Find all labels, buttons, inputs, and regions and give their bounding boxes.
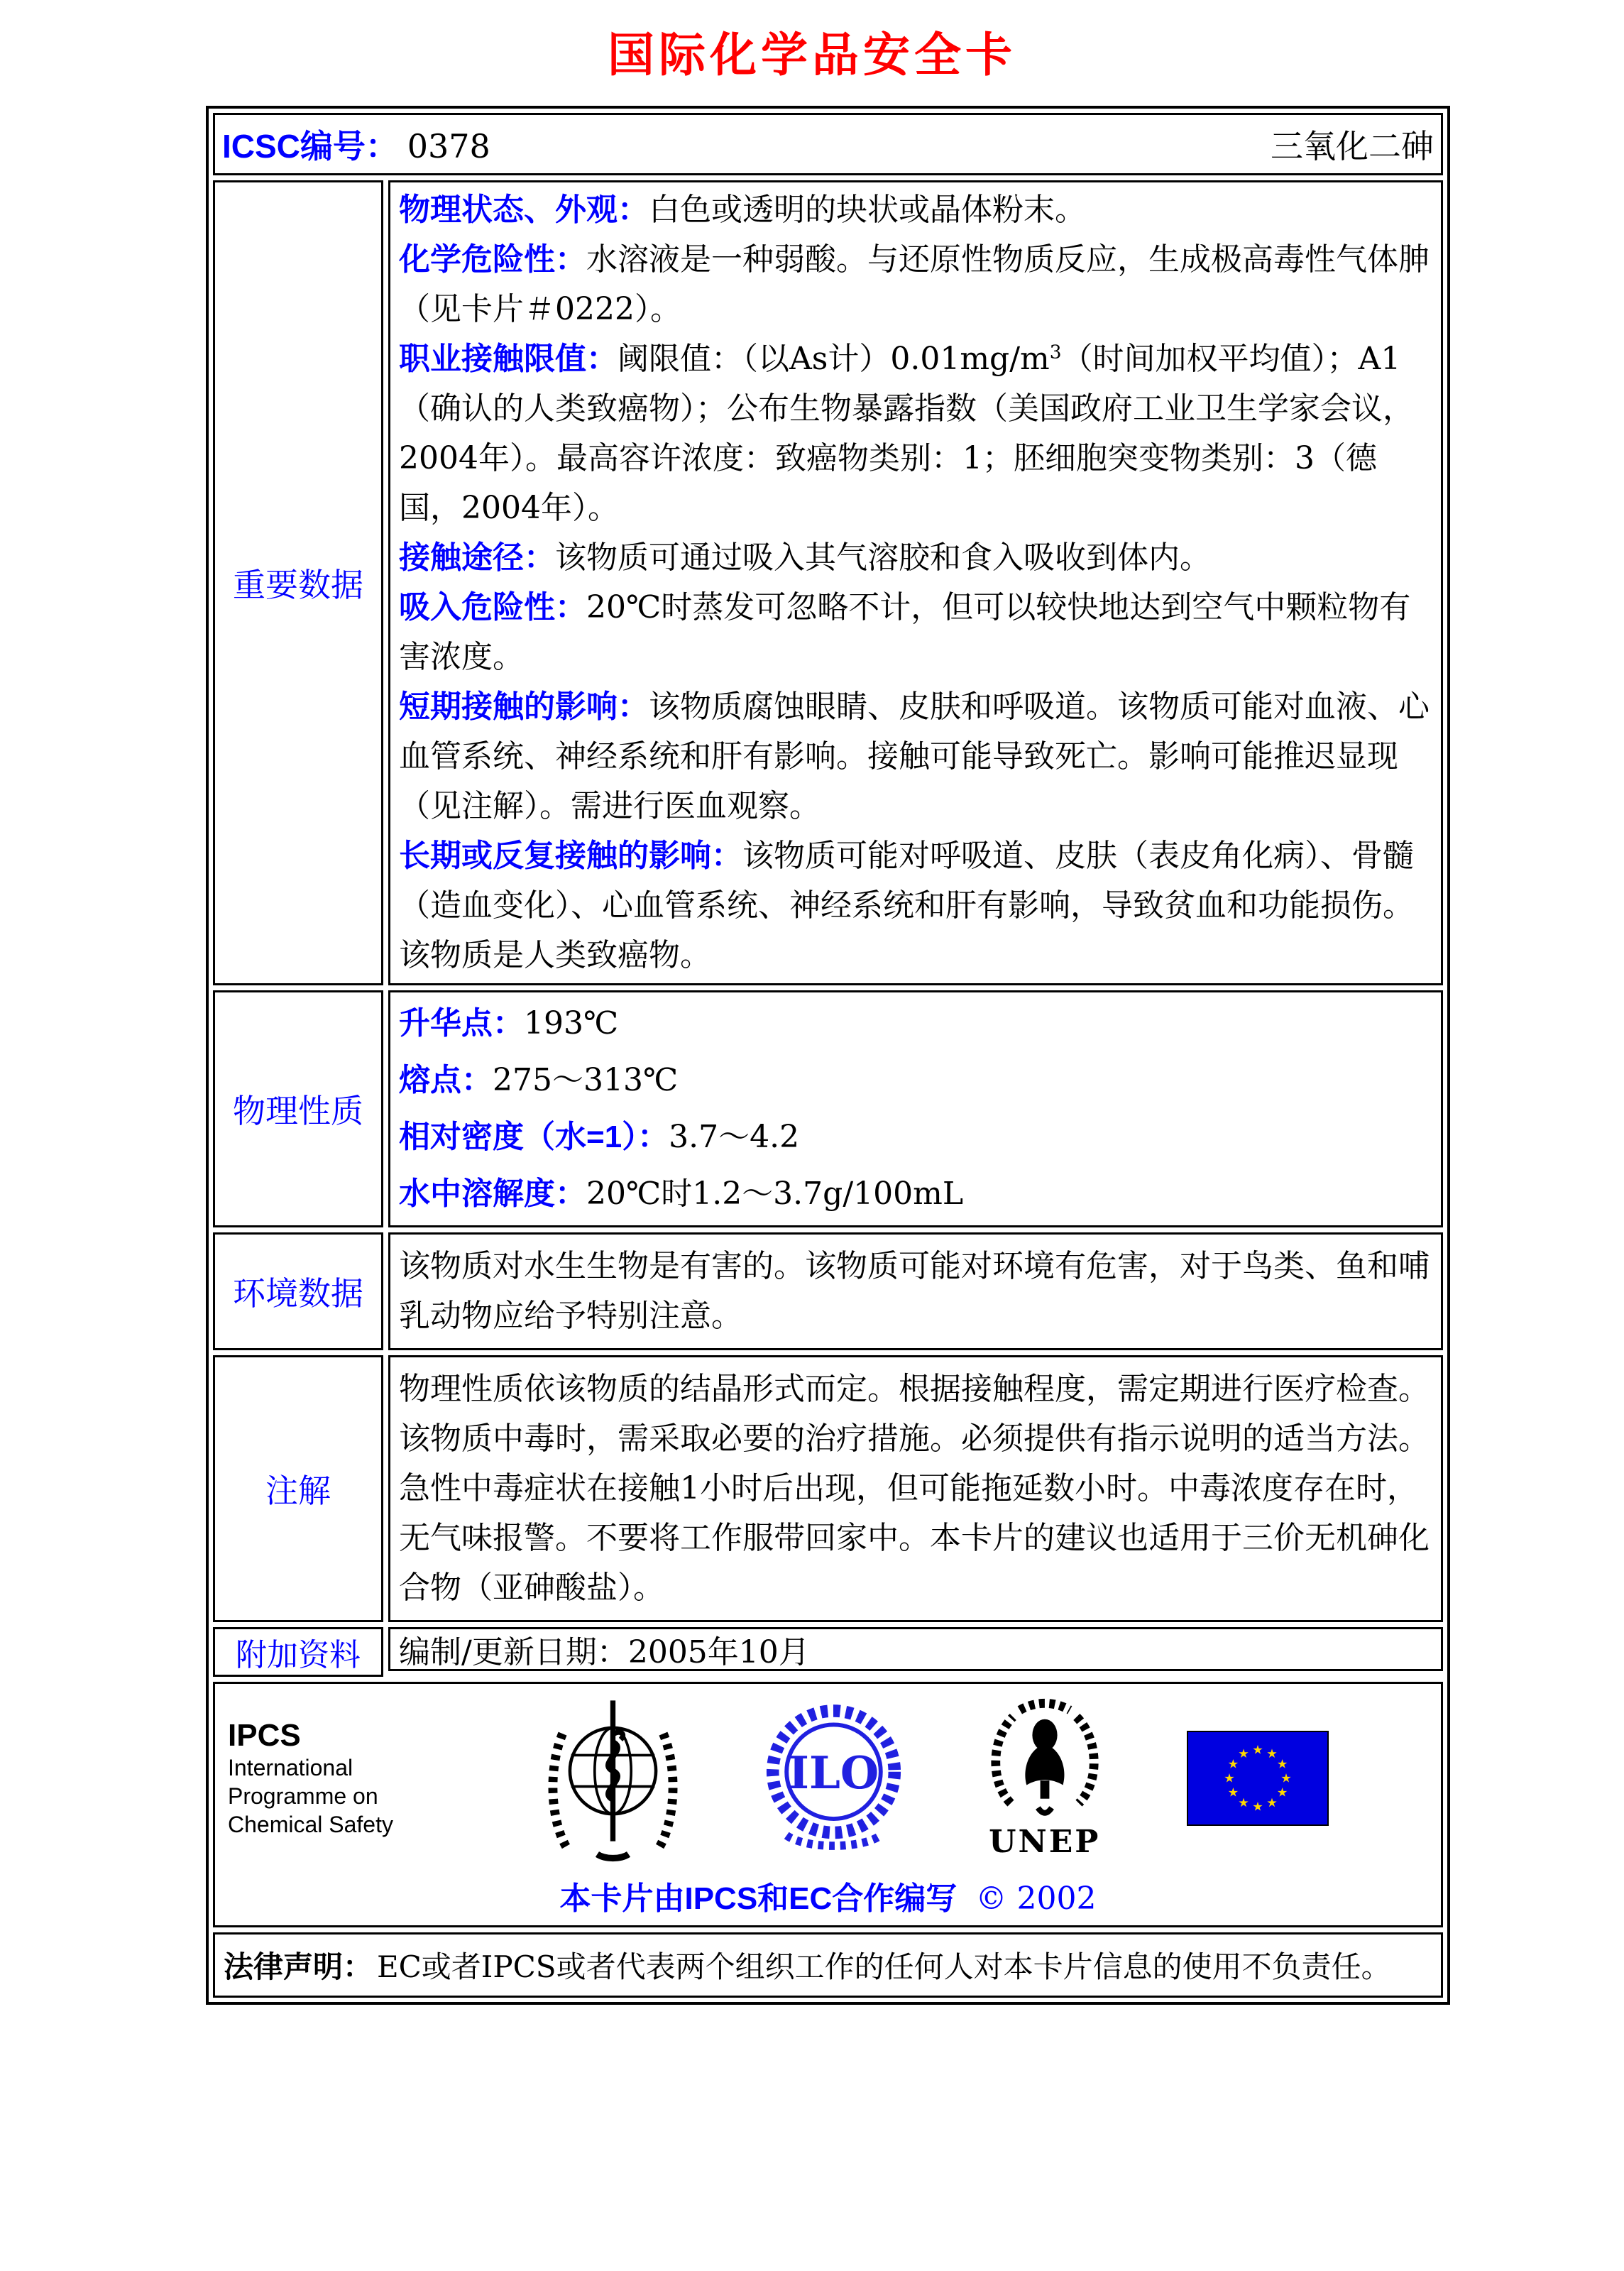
chemical-name: 三氧化二砷 xyxy=(1271,127,1434,165)
physical-properties-content xyxy=(388,990,1443,1227)
header-row xyxy=(213,113,1443,175)
field-value: 水溶液是一种弱酸。与还原性物质反应，生成极高毒性气体胂（见卡片＃0222）。 xyxy=(399,241,1430,327)
field-label: 化学危险性： xyxy=(399,242,586,277)
section-label-environment-data xyxy=(213,1232,383,1350)
data-item xyxy=(399,1166,1432,1222)
ipcs-text-block xyxy=(228,1718,462,1839)
field-value: 阈限值：（以As计）0.01mg/m xyxy=(618,341,1050,377)
superscript-value: 3 xyxy=(1049,341,1062,363)
field-label: 相对密度（水=1）： xyxy=(399,1120,669,1154)
ipcs-line-2: Programme on xyxy=(228,1783,378,1809)
legal-text: EC或者IPCS或者代表两个组织工作的任何人对本卡片信息的使用不负责任。 xyxy=(377,1949,1391,1984)
data-item xyxy=(399,533,1432,583)
additional-info-content xyxy=(388,1627,1443,1671)
field-value: 193℃ xyxy=(524,1005,619,1041)
additional-info-row xyxy=(213,1627,1443,1677)
credit-line xyxy=(228,1873,1428,1918)
field-label: 升华点： xyxy=(399,1006,524,1041)
data-item xyxy=(399,185,1432,235)
logos-cell xyxy=(213,1682,1443,1927)
ipcs-acronym: IPCS xyxy=(228,1718,301,1753)
icsc-number-value: 0378 xyxy=(407,127,490,165)
field-value: 白色或透明的块状或晶体粉末。 xyxy=(649,192,1086,228)
legal-row xyxy=(213,1932,1443,1998)
important-data-row xyxy=(213,180,1443,985)
data-item xyxy=(399,995,1432,1052)
logos-strip xyxy=(228,1694,1428,1863)
ipcs-line-1: International xyxy=(228,1755,353,1780)
field-value: 20℃时1.2～3.7g/100mL xyxy=(586,1176,964,1212)
field-value: 275～313℃ xyxy=(493,1062,679,1098)
header-cell xyxy=(213,113,1443,175)
data-item xyxy=(399,334,1432,533)
data-item xyxy=(399,831,1432,980)
section-label-additional-info xyxy=(213,1627,383,1677)
icsc-number-label: ICSC编号： xyxy=(222,128,398,165)
important-data-content xyxy=(388,180,1443,985)
field-label: 长期或反复接触的影响： xyxy=(399,838,742,873)
field-value: （时间加权平均值）；A1（确认的人类致癌物）；公布生物暴露指数（美国政府工业卫生学家会议，2004年）。最高容许浓度：致癌物类别：1；胚细胞突变物类别：3（德国，2004年）。 xyxy=(399,341,1414,526)
prepared-date-value: 2005年10月 xyxy=(627,1634,810,1670)
data-item xyxy=(399,1109,1432,1166)
eu-flag-icon xyxy=(1187,1731,1329,1826)
section-label-text: 重要数据 xyxy=(233,567,363,603)
field-label: 接触途径： xyxy=(399,540,555,575)
legal-cell xyxy=(213,1932,1443,1998)
field-value: 该物质腐蚀眼睛、皮肤和呼吸道。该物质可能对血液、心血管系统、神经系统和肝有影响。接触可能导致死亡。影响可能推迟显现（见注解）。需进行医血观察。 xyxy=(399,689,1430,824)
field-value: 20℃时蒸发可忽略不计，但可以较快地达到空气中颗粒物有害浓度。 xyxy=(399,589,1411,675)
section-label-text: 注解 xyxy=(265,1472,331,1509)
ilo-logo-icon xyxy=(764,1702,903,1855)
page-title: 国际化学品安全卡 xyxy=(608,28,1016,81)
notes-content xyxy=(388,1355,1443,1622)
physical-properties-row xyxy=(213,990,1443,1227)
icsc-number-group xyxy=(222,121,490,168)
section-label-text: 物理性质 xyxy=(233,1093,363,1129)
section-label-text: 附加资料 xyxy=(236,1638,361,1673)
field-label: 短期接触的影响： xyxy=(399,689,649,724)
field-label: 吸入危险性： xyxy=(399,590,586,625)
legal-label: 法律声明： xyxy=(224,1950,373,1983)
section-label-physical-properties xyxy=(213,990,383,1227)
unep-logo-text: UNEP xyxy=(989,1824,1101,1860)
section-label-text: 环境数据 xyxy=(233,1275,363,1312)
logos-row xyxy=(213,1682,1443,1927)
field-label: 熔点： xyxy=(399,1063,493,1098)
environment-text: 该物质对水生生物是有害的。该物质可能对环境有危害，对于鸟类、鱼和哺乳动物应给予特别注意。 xyxy=(399,1248,1430,1334)
notes-text: 物理性质依该物质的结晶形式而定。根据接触程度，需定期进行医疗检查。该物质中毒时，需采取必要的治疗措施。必须提供有指示说明的适当方法。急性中毒症状在接触1小时后出现，但可能拖延数小时。中毒浓度存在时，无气味报警。不要将工作服带回家中。本卡片的建议也适用于三价无机砷化合物（亚砷酸盐）。 xyxy=(399,1371,1430,1606)
copyright-text: © 2002 xyxy=(975,1881,1097,1917)
unep-logo-icon xyxy=(988,1697,1102,1860)
environment-data-content xyxy=(388,1232,1443,1350)
data-item xyxy=(399,1052,1432,1109)
section-label-important-data xyxy=(213,180,383,985)
environment-data-row xyxy=(213,1232,1443,1350)
credit-text: 本卡片由IPCS和EC合作编写 xyxy=(559,1881,958,1916)
data-item xyxy=(399,583,1432,682)
field-value: 该物质可通过吸入其气溶胶和食入吸收到体内。 xyxy=(555,540,1211,576)
field-label: 职业接触限值： xyxy=(399,341,618,376)
field-value: 3.7～4.2 xyxy=(669,1119,800,1155)
ipcs-line-3: Chemical Safety xyxy=(228,1812,393,1837)
prepared-date-label: 编制/更新日期： xyxy=(399,1634,628,1670)
field-label: 物理状态、外观： xyxy=(399,192,649,227)
field-label: 水中溶解度： xyxy=(399,1176,586,1211)
data-item xyxy=(399,682,1432,831)
ilo-logo-text: ILO xyxy=(788,1746,879,1799)
data-item xyxy=(399,235,1432,334)
notes-row xyxy=(213,1355,1443,1622)
icsc-table xyxy=(206,106,1450,2005)
field-value: 该物质可能对呼吸道、皮肤（表皮角化病）、骨髓（造血变化）、心血管系统、神经系统和肝有影响，导致贫血和功能损伤。该物质是人类致癌物。 xyxy=(399,838,1414,973)
section-label-notes xyxy=(213,1355,383,1622)
who-logo-icon xyxy=(547,1695,679,1862)
